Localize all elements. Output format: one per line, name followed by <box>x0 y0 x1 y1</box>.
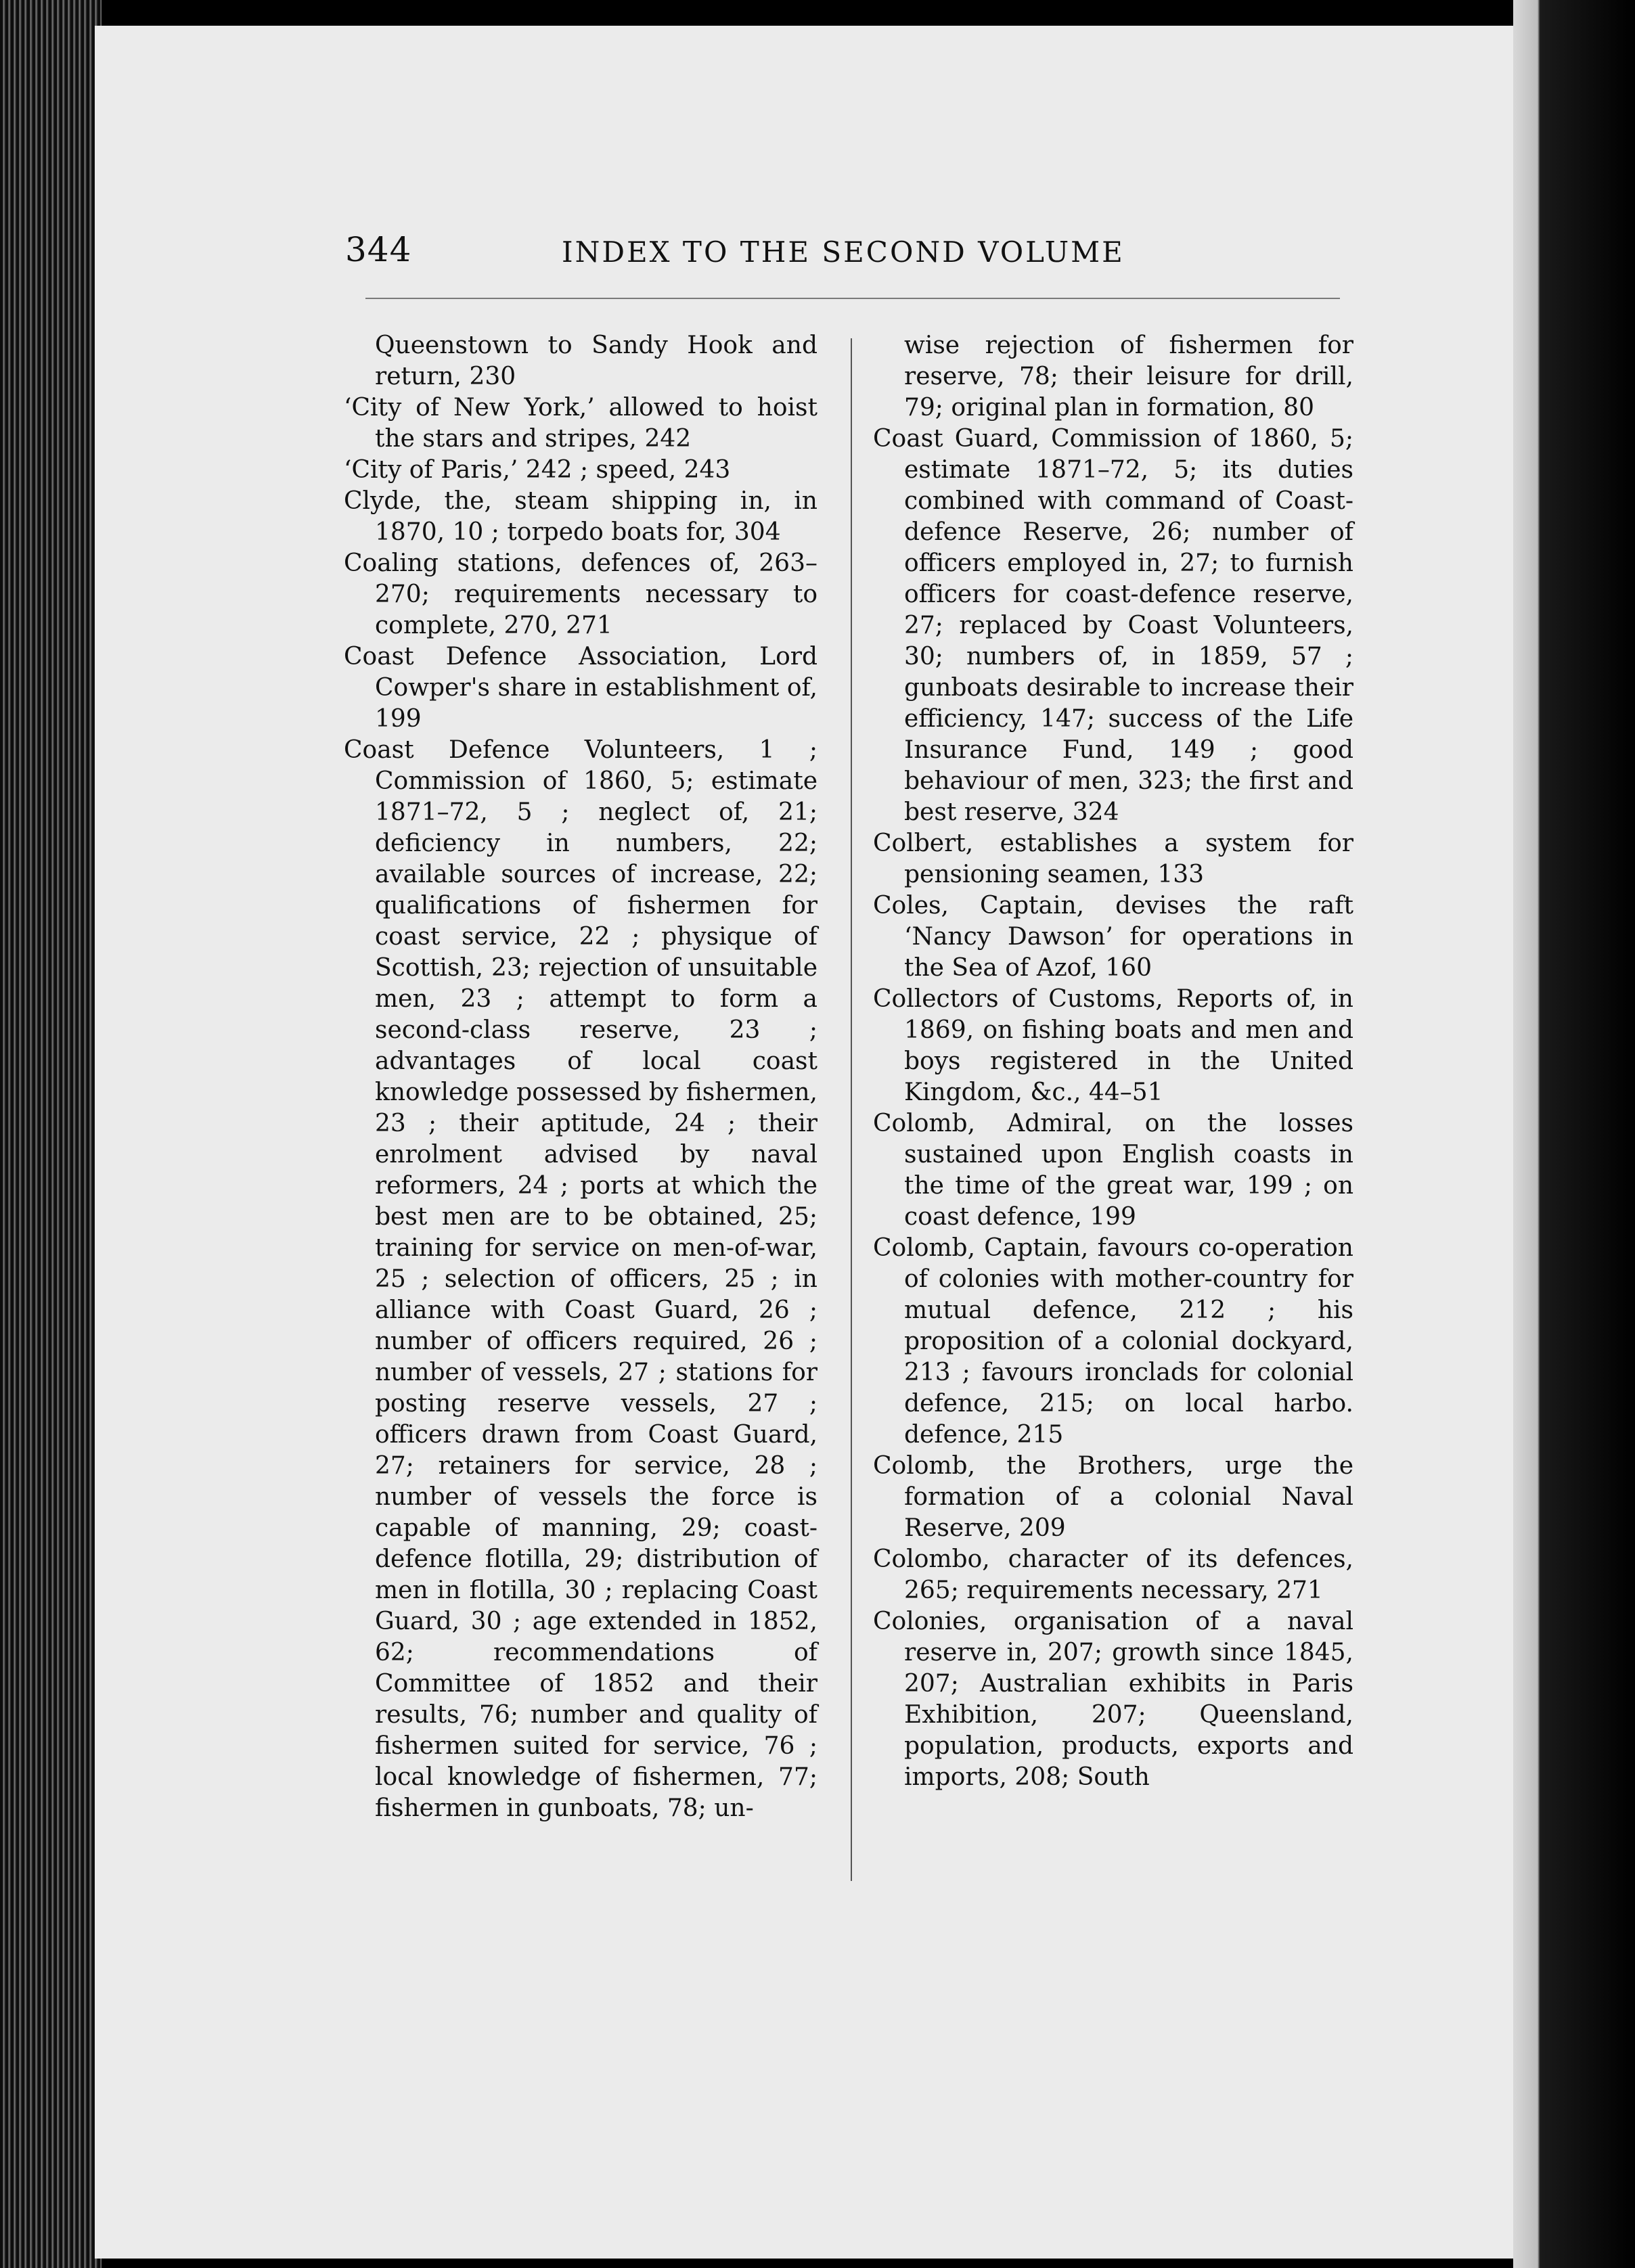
index-entry: ‘City of Paris,’ 242 ; speed, 243 <box>344 456 731 484</box>
index-entry: Colomb, Captain, favours co-operation of colonies with mother-country for mutual defence, 212 ; his proposition of a colonial dockyard, 213 ; favours ironclads for colonial defence, 215; on local harbo. defence, 215 <box>873 1234 1353 1449</box>
column-divider <box>851 338 852 1881</box>
index-column-right <box>873 330 1353 1793</box>
index-entry: Coles, Captain, devises the raft ‘Nancy Dawson’ for operations in the Sea of Azof, 160 <box>873 892 1353 982</box>
index-entry: wise rejection of fishermen for reserve, 78; their leisure for drill, 79; original plan in formation, 80 <box>904 332 1353 422</box>
index-entry: Clyde, the, steam shipping in, in 1870, 10 ; torpedo boats for, 304 <box>344 487 818 546</box>
running-head: INDEX TO THE SECOND VOLUME <box>562 235 1125 269</box>
index-entry: ‘City of New York,’ allowed to hoist the stars and stripes, 242 <box>344 394 818 453</box>
index-entry: Colombo, character of its defences, 265; requirements necessary, 271 <box>873 1545 1353 1604</box>
book-page-edges-right <box>1513 0 1635 2268</box>
index-entry: Colonies, organisation of a naval reserve in, 207; growth since 1845, 207; Australian exhibits in Paris Exhibition, 207; Queensland, population, products, exports and imports, 208; South <box>873 1608 1353 1791</box>
index-column-left <box>344 330 818 1824</box>
index-entry: Queenstown to Sandy Hook and return, 230 <box>375 332 818 390</box>
index-entry: Colomb, the Brothers, urge the formation of a colonial Naval Reserve, 209 <box>873 1452 1353 1542</box>
index-entry: Coast Guard, Commission of 1860, 5; estimate 1871–72, 5; its duties combined with command of Coast-defence Reserve, 26; number of officers employed in, 27; to furnish officers for coast-defence reserve, 27; replaced by Coast Volunteers, 30; numbers of, in 1859, 57 ; gunboats desirable to increase their efficiency, 147; success of the Life Insurance Fund, 149 ; good behaviour of men, 323; the first and best reserve, 324 <box>873 425 1353 826</box>
index-entry: Coast Defence Volunteers, 1 ; Commission of 1860, 5; estimate 1871–72, 5 ; neglect of, 21; deficiency in numbers, 22; available sources of increase, 22; qualifications of fishermen for coast service, 22 ; physique of Scottish, 23; rejection of unsuitable men, 23 ; attempt to form a second-class reserve, 23 ; advantages of local coast knowledge possessed by fishermen, 23 ; their aptitude, 24 ; their enrolment advised by naval reformers, 24 ; ports at which the best men are to be obtained, 25; training for service on men-of-war, 25 ; selection of officers, 25 ; in alliance with Coast Guard, 26 ; number of officers required, 26 ; number of vessels, 27 ; stations for posting reserve vessels, 27 ; officers drawn from Coast Guard, 27; retainers for service, 28 ; number of vessels the force is capable of manning, 29; coast-defence flotilla, 29; distribution of men in flotilla, 30 ; replacing Coast Guard, 30 ; age extended in 1852, 62; recommendations of Committee of 1852 and their results, 76; number and quality of fishermen suited for service, 76 ; local knowledge of fishermen, 77; fishermen in gunboats, 78; un- <box>344 736 818 1822</box>
index-entry: Coaling stations, defences of, 263–270; requirements necessary to complete, 270, 271 <box>344 549 818 639</box>
header-rule <box>365 298 1340 299</box>
page-number: 344 <box>345 230 412 269</box>
index-entry: Coast Defence Association, Lord Cowper's share in establishment of, 199 <box>344 643 818 733</box>
index-entry: Collectors of Customs, Reports of, in 1869, on fishing boats and men and boys registered in the United Kingdom, &c., 44–51 <box>873 985 1353 1106</box>
index-entry: Colomb, Admiral, on the losses sustained upon English coasts in the time of the great war, 199 ; on coast defence, 199 <box>873 1110 1353 1231</box>
page-header <box>345 230 1340 284</box>
book-page-edges-left <box>0 0 102 2268</box>
index-entry: Colbert, establishes a system for pensioning seamen, 133 <box>873 830 1353 888</box>
